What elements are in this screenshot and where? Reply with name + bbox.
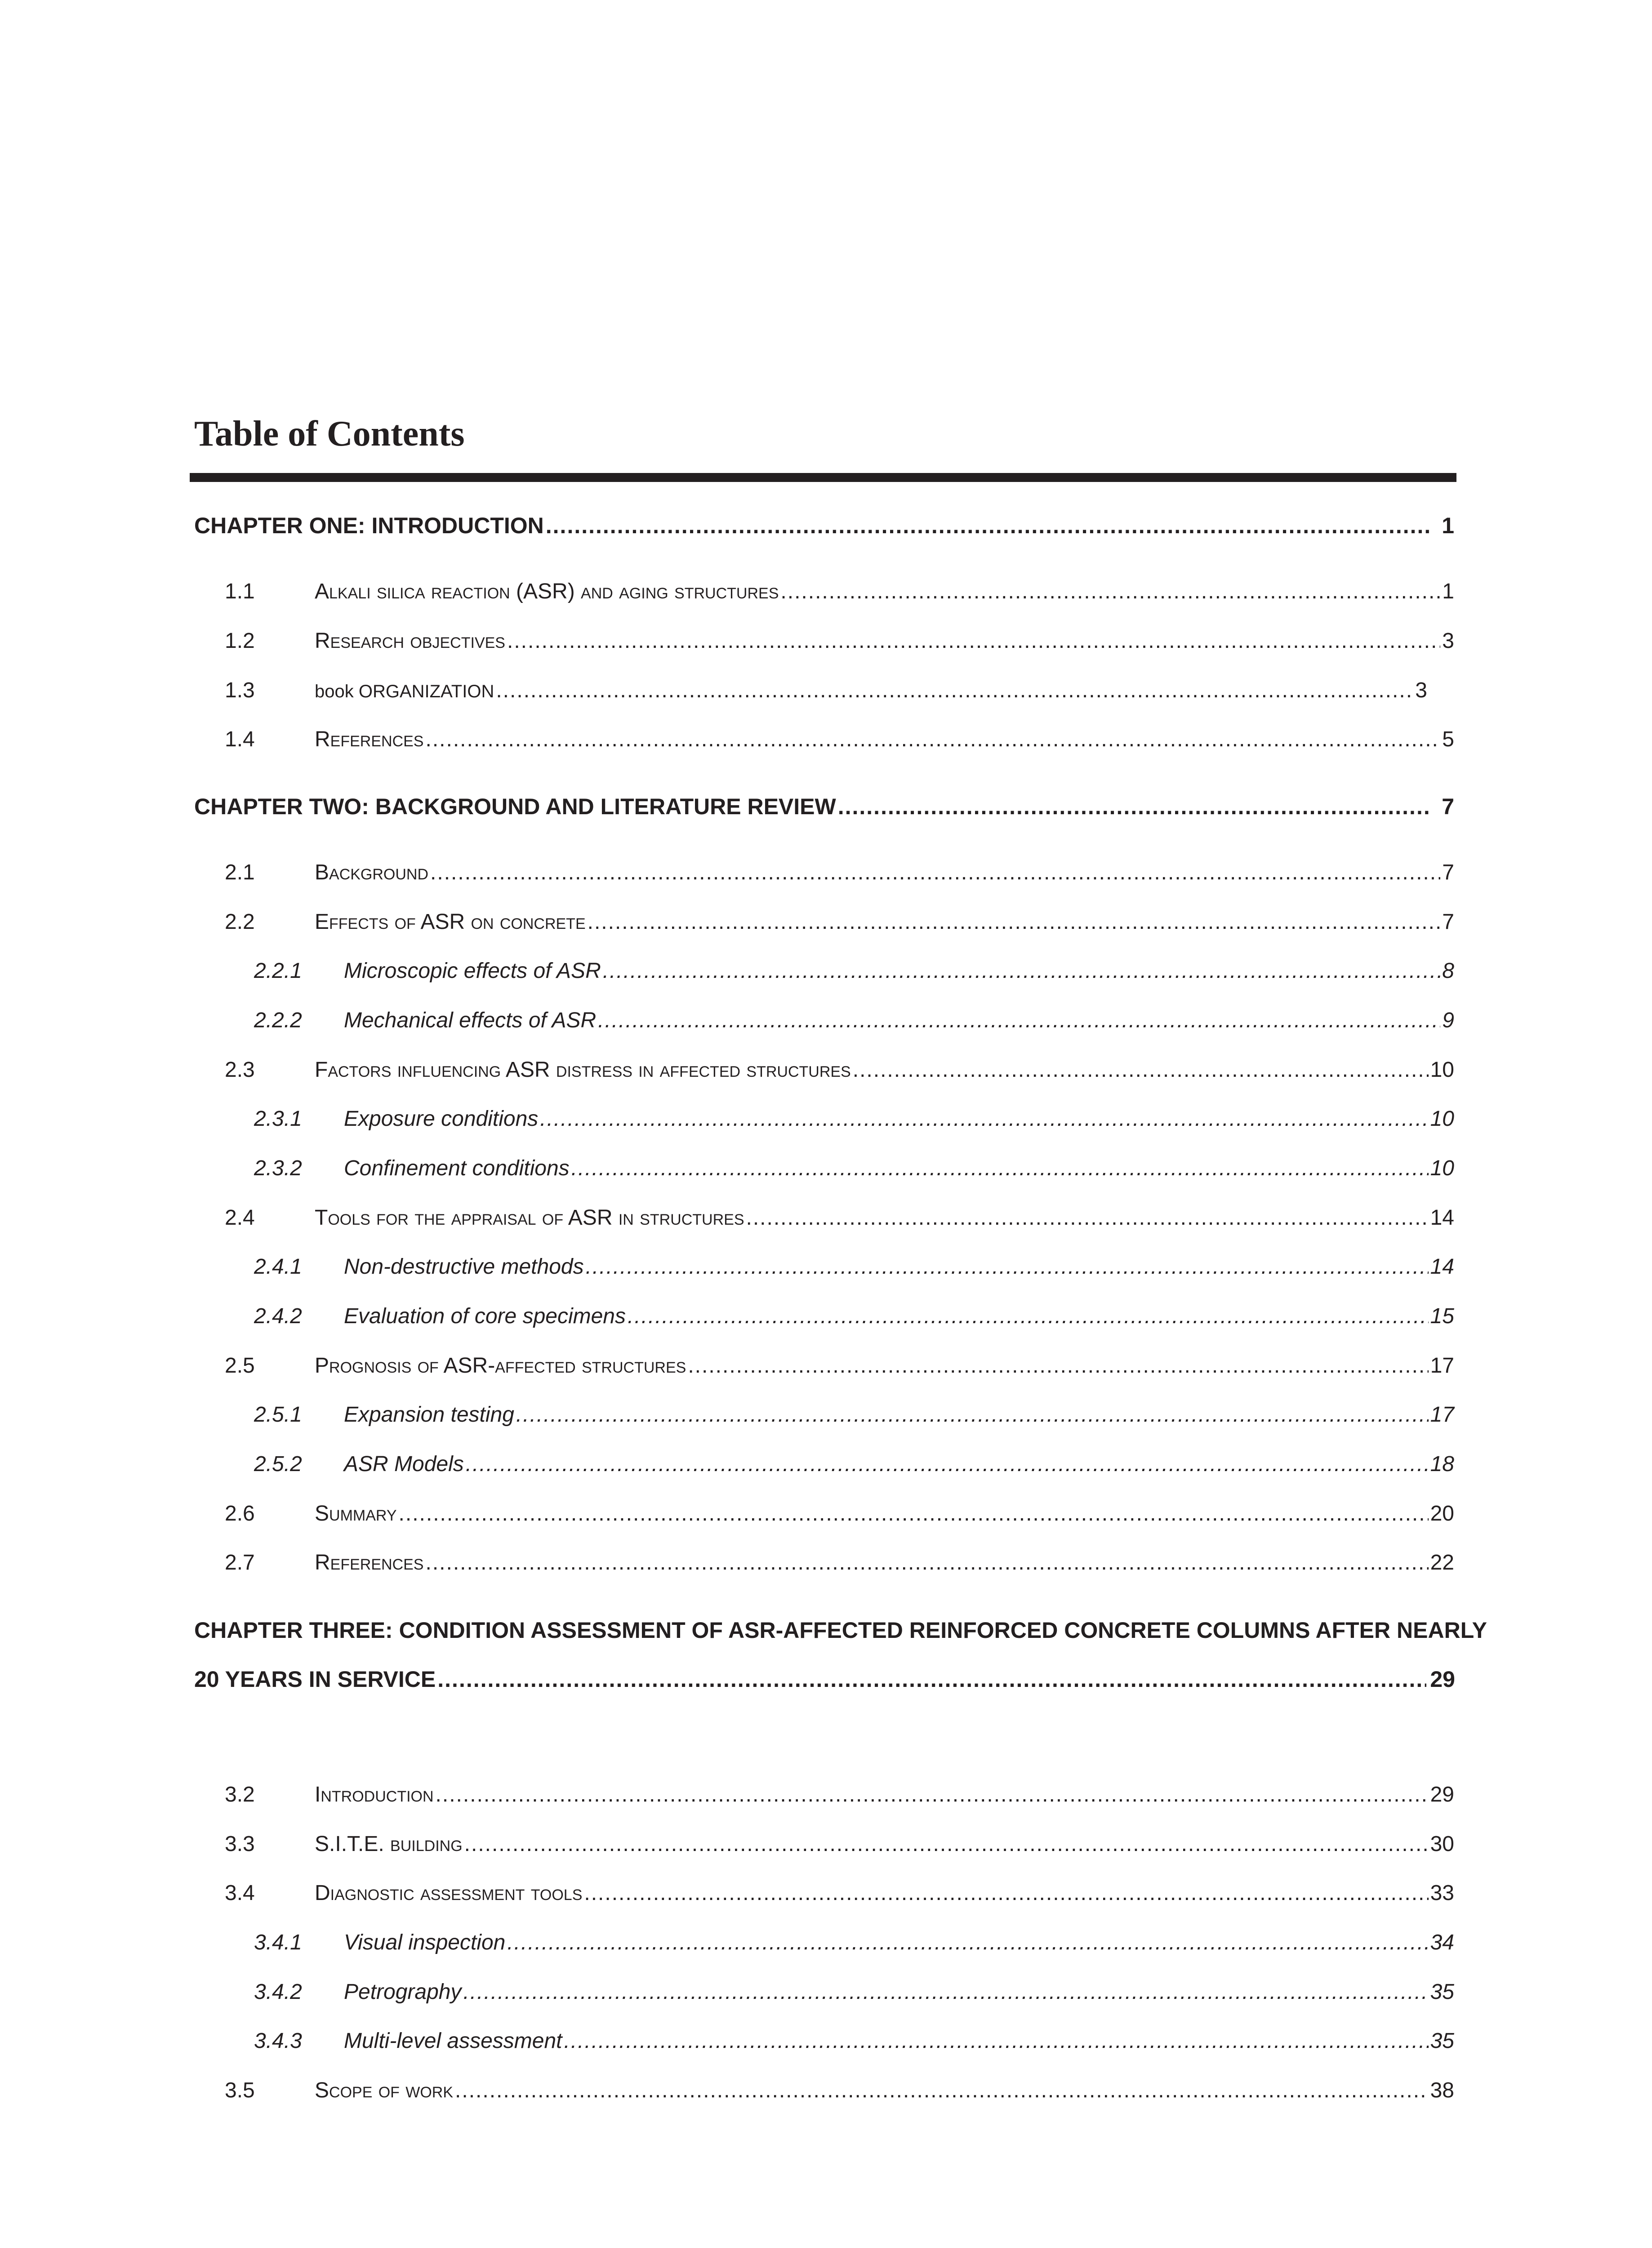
page-number: 10	[1430, 1156, 1454, 1180]
entry-label: Petrography	[344, 1980, 462, 2004]
entry-number: 2.1	[225, 861, 255, 884]
entry-label: Factors influencing ASR distress in affected structures	[315, 1058, 851, 1082]
dot-leader	[425, 1550, 1428, 1575]
page-number: 7	[1442, 861, 1454, 884]
entry-number: 3.2	[225, 1783, 255, 1806]
page-number: 1	[1442, 513, 1454, 538]
entry-label: Non-destructive methods	[344, 1255, 584, 1279]
toc-entry-1-3[interactable]	[225, 678, 1427, 709]
toc-entry-2-5-1[interactable]	[254, 1402, 1454, 1434]
toc-entry-3-2[interactable]	[225, 1782, 1454, 1814]
entry-number: 2.4.1	[254, 1255, 302, 1279]
toc-chapter-three-line2[interactable]	[194, 1666, 1455, 1698]
entry-label: Background	[315, 861, 429, 884]
entry-label: Multi-level assessment	[344, 2029, 562, 2053]
entry-label: ASR Models	[344, 1452, 464, 1476]
entry-number: 3.4.3	[254, 2029, 302, 2053]
entry-label: book ORGANIZATION	[315, 682, 494, 701]
toc-entry-2-2-1[interactable]	[254, 959, 1454, 990]
toc-entry-2-1[interactable]	[225, 860, 1454, 892]
entry-number: 2.2	[225, 910, 255, 934]
page-number: 33	[1430, 1881, 1454, 1905]
dot-leader	[688, 1353, 1428, 1378]
dot-leader	[603, 959, 1441, 983]
entry-label: Confinement conditions	[344, 1156, 570, 1180]
entry-number: 1.2	[225, 629, 255, 653]
entry-label: Summary	[315, 1502, 397, 1525]
entry-number: 2.5.1	[254, 1403, 302, 1427]
toc-entry-3-4-1[interactable]	[254, 1930, 1454, 1962]
page-title: Table of Contents	[194, 414, 465, 454]
entry-number: 2.6	[225, 1502, 255, 1525]
entry-number: 3.3	[225, 1832, 255, 1856]
dot-leader	[628, 1304, 1429, 1329]
dot-leader	[586, 1254, 1429, 1279]
page-number: 35	[1430, 1980, 1454, 2004]
dot-leader	[546, 513, 1430, 539]
dot-leader	[571, 1156, 1429, 1181]
toc-entry-1-4[interactable]	[225, 727, 1454, 758]
dot-leader	[496, 678, 1413, 703]
page-number: 10	[1430, 1058, 1454, 1082]
entry-label: Microscopic effects of ASR	[344, 959, 601, 983]
page-number: 9	[1442, 1008, 1454, 1032]
toc-entry-3-4-2[interactable]	[254, 1980, 1454, 2011]
dot-leader	[564, 2029, 1428, 2053]
title-rule	[190, 473, 1456, 482]
entry-label: Research objectives	[315, 629, 505, 653]
toc-entry-2-4-2[interactable]	[254, 1304, 1454, 1335]
dot-leader	[507, 629, 1440, 653]
page-number: 15	[1430, 1304, 1454, 1328]
dot-leader	[516, 1402, 1429, 1427]
entry-number: 2.3.2	[254, 1156, 302, 1180]
page-number: 10	[1430, 1107, 1454, 1131]
toc-chapter-two[interactable]	[194, 794, 1454, 825]
dot-leader	[584, 1881, 1428, 1905]
page-number: 17	[1430, 1403, 1454, 1427]
dot-leader	[746, 1205, 1429, 1230]
dot-leader	[598, 1008, 1440, 1033]
page-number: 8	[1442, 959, 1454, 983]
page-number: 29	[1430, 1783, 1454, 1806]
entry-number: 2.4.2	[254, 1304, 302, 1328]
entry-label: Diagnostic assessment tools	[315, 1881, 583, 1905]
toc-entry-3-5[interactable]	[225, 2078, 1454, 2110]
toc-chapter-three-line1[interactable]	[194, 1617, 1487, 1649]
page-number: 30	[1430, 1832, 1454, 1856]
page-number: 34	[1430, 1931, 1454, 1954]
dot-leader	[466, 1452, 1429, 1476]
entry-label: Tools for the appraisal of ASR in structures	[315, 1206, 744, 1230]
dot-leader	[588, 910, 1441, 934]
toc-entry-2-4[interactable]	[225, 1205, 1454, 1237]
page-number: 3	[1442, 629, 1454, 653]
dot-leader	[853, 1057, 1429, 1082]
dot-leader	[780, 579, 1440, 604]
entry-number: 2.5.2	[254, 1452, 302, 1476]
page-number: 18	[1430, 1452, 1454, 1476]
entry-number: 1.1	[225, 580, 255, 603]
page-number: 20	[1430, 1502, 1454, 1525]
entry-label: Scope of work	[315, 2079, 454, 2102]
entry-number: 2.3.1	[254, 1107, 302, 1131]
entry-number: 3.4.1	[254, 1931, 302, 1954]
entry-number: 2.2.1	[254, 959, 302, 983]
entry-number: 1.4	[225, 727, 255, 751]
dot-leader	[436, 1782, 1429, 1807]
entry-label: Expansion testing	[344, 1403, 514, 1427]
entry-label: Visual inspection	[344, 1931, 506, 1954]
entry-number: 2.7	[225, 1551, 255, 1574]
dot-leader	[464, 1832, 1429, 1856]
dot-leader	[430, 860, 1440, 885]
toc-entry-3-4[interactable]	[225, 1881, 1454, 1912]
toc-entry-2-5-2[interactable]	[254, 1452, 1454, 1483]
toc-entry-2-7[interactable]	[225, 1550, 1454, 1582]
page-number: 1	[1442, 580, 1454, 603]
page-number: 38	[1430, 2079, 1454, 2102]
dot-leader	[437, 1666, 1426, 1692]
entry-label: Effects of ASR on concrete	[315, 910, 586, 934]
dot-leader	[425, 727, 1440, 752]
entry-label: Alkali silica reaction (ASR) and aging structures	[315, 580, 779, 603]
page-number: 29	[1430, 1667, 1455, 1692]
toc-entry-1-2[interactable]	[225, 629, 1454, 660]
toc-entry-2-3[interactable]	[225, 1057, 1454, 1089]
toc-entry-2-6[interactable]	[225, 1501, 1454, 1533]
entry-number: 3.4	[225, 1881, 255, 1905]
page-number: 14	[1430, 1255, 1454, 1279]
page-number: 7	[1442, 794, 1454, 819]
toc-entry-1-1[interactable]	[225, 579, 1454, 611]
toc-entry-3-4-3[interactable]	[254, 2029, 1454, 2060]
entry-label: S.I.T.E. building	[315, 1832, 463, 1856]
chapter-label: CHAPTER ONE: INTRODUCTION	[194, 513, 544, 538]
entry-label: Introduction	[315, 1783, 434, 1806]
toc-entry-2-3-2[interactable]	[254, 1156, 1454, 1187]
page-number: 3	[1415, 678, 1427, 702]
page-number: 14	[1430, 1206, 1454, 1230]
toc-entry-2-2[interactable]	[225, 910, 1454, 941]
toc-chapter-one[interactable]	[194, 513, 1454, 544]
chapter-label: CHAPTER TWO: BACKGROUND AND LITERATURE REVIEW	[194, 794, 836, 819]
page-number: 35	[1430, 2029, 1454, 2053]
page-number: 22	[1430, 1551, 1454, 1574]
toc-entry-3-3[interactable]	[225, 1832, 1454, 1863]
page-number: 17	[1430, 1354, 1454, 1378]
entry-label: References	[315, 1551, 424, 1574]
entry-number: 2.3	[225, 1058, 255, 1082]
entry-number: 2.4	[225, 1206, 255, 1230]
dot-leader	[838, 794, 1430, 820]
entry-number: 2.5	[225, 1354, 255, 1378]
entry-label: Exposure conditions	[344, 1107, 539, 1131]
chapter-label: 20 YEARS IN SERVICE	[194, 1667, 436, 1692]
entry-number: 3.5	[225, 2079, 255, 2102]
chapter-label: CHAPTER THREE: CONDITION ASSESSMENT OF ASR-AFFECTED REINFORCED CONCRETE COLUMNS AFTER NEARLY	[194, 1618, 1487, 1643]
page-number: 7	[1442, 910, 1454, 934]
dot-leader	[399, 1501, 1429, 1526]
toc-entry-2-5[interactable]	[225, 1353, 1454, 1385]
entry-number: 2.2.2	[254, 1008, 302, 1032]
entry-label: References	[315, 727, 424, 751]
dot-leader	[507, 1930, 1428, 1955]
dot-leader	[463, 1980, 1429, 2004]
dot-leader	[455, 2078, 1429, 2103]
dot-leader	[540, 1106, 1428, 1131]
toc-entry-2-4-1[interactable]	[254, 1254, 1454, 1286]
entry-number: 3.4.2	[254, 1980, 302, 2004]
entry-number: 1.3	[225, 678, 255, 702]
entry-label: Mechanical effects of ASR	[344, 1008, 597, 1032]
toc-entry-2-3-1[interactable]	[254, 1106, 1454, 1138]
toc-entry-2-2-2[interactable]	[254, 1008, 1454, 1039]
entry-label: Evaluation of core specimens	[344, 1304, 626, 1328]
entry-label: Prognosis of ASR-affected structures	[315, 1354, 686, 1378]
page-number: 5	[1442, 727, 1454, 751]
